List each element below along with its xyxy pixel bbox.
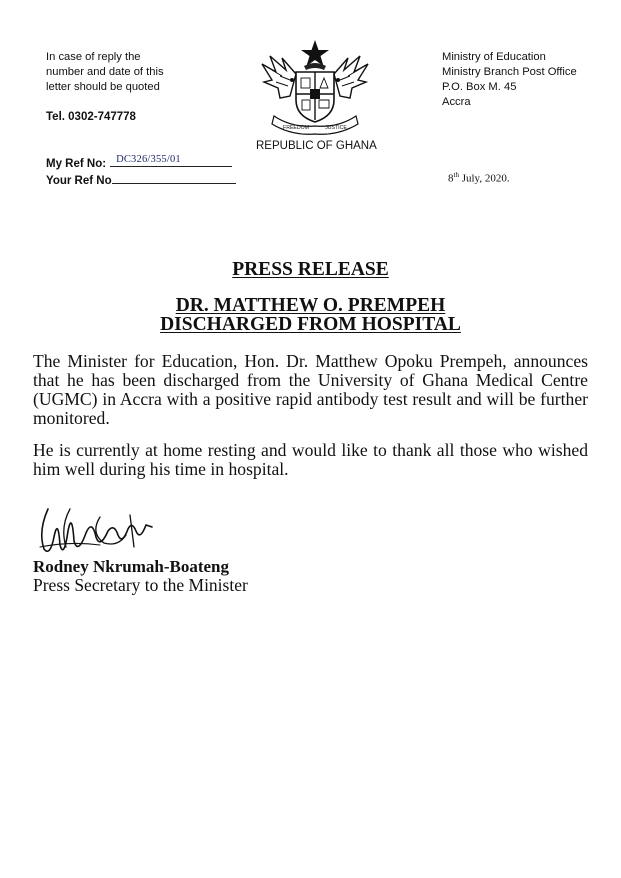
ministry-address-line-2: Ministry Branch Post Office (442, 66, 577, 78)
crest-motto-right: JUSTICE (325, 125, 347, 131)
ministry-address (442, 50, 617, 110)
republic-label: REPUBLIC OF GHANA (256, 140, 377, 152)
my-ref-row (46, 154, 232, 170)
your-ref-label: Your Ref No (46, 175, 112, 187)
crest-motto-left: FREEDOM (283, 125, 309, 131)
your-ref-row (46, 171, 236, 187)
signatory-title: Press Secretary to the Minister (33, 575, 248, 595)
coat-of-arms-emblem (252, 36, 378, 136)
letter-date (448, 171, 510, 185)
body-paragraph-1: The Minister for Education, Hon. Dr. Matthew Opoku Prempeh, announces that he has been discharged from the University of Ghana Medical Centre (UGMC) in Accra with a positive rapid antibody test result and will be further monitored. (33, 351, 588, 428)
ministry-address-line-3: P.O. Box M. 45 (442, 81, 517, 93)
telephone-number: Tel. 0302-747778 (46, 111, 136, 123)
press-release-title: PRESS RELEASE (232, 259, 389, 280)
coat-of-arms-icon (252, 36, 378, 136)
reply-note-line-2: number and date of this (46, 66, 164, 78)
signatory-name: Rodney Nkrumah-Boateng (33, 557, 229, 576)
signature-icon (30, 497, 160, 563)
body-paragraph-2: He is currently at home resting and would like to thank all those who wished him well during his time in hospital. (33, 440, 588, 479)
date-rest: July, 2020. (458, 172, 510, 185)
reply-note (46, 50, 216, 95)
headline-line-2: DISCHARGED FROM HOSPITAL (160, 314, 461, 335)
my-ref-label: My Ref No: (46, 158, 107, 170)
my-ref-field (110, 154, 232, 167)
date-day: 8 (448, 172, 454, 185)
reply-note-line-1: In case of reply the (46, 51, 141, 63)
date-suffix: th (453, 171, 459, 179)
ministry-address-line-1: Ministry of Education (442, 51, 546, 63)
handwritten-signature (30, 497, 160, 563)
your-ref-field (112, 171, 236, 184)
ministry-address-line-4: Accra (442, 96, 471, 108)
reply-note-line-3: letter should be quoted (46, 81, 160, 93)
my-ref-value: DC326/355/01 (116, 154, 181, 165)
headline-line-1: DR. MATTHEW O. PREMPEH (175, 295, 446, 316)
